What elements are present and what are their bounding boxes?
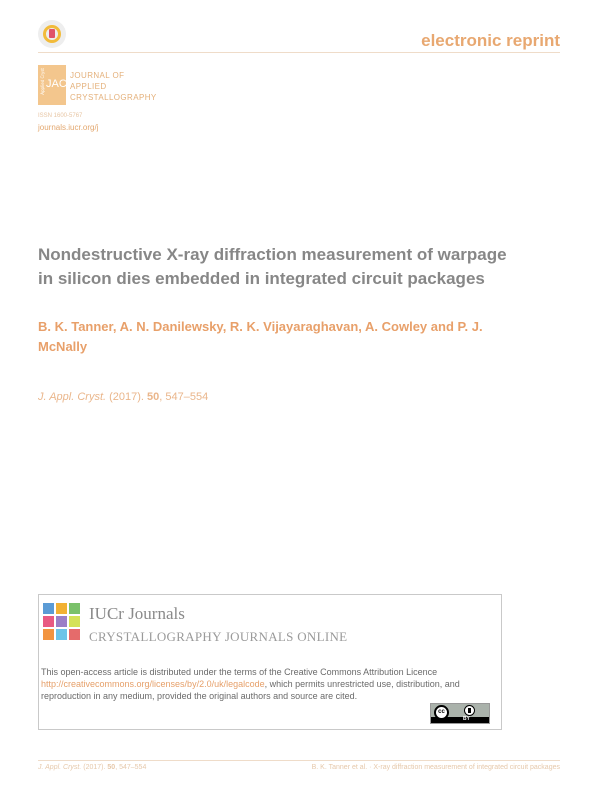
iucr-logo-square — [43, 616, 54, 627]
iucr-tagline: CRYSTALLOGRAPHY JOURNALS ONLINE — [89, 629, 348, 644]
iucr-logo-square — [69, 616, 80, 627]
journal-logo-box — [38, 65, 66, 105]
iucr-logo-square — [56, 616, 67, 627]
journal-name — [70, 70, 157, 103]
cc-icon: cc — [434, 705, 449, 720]
issn: ISSN 1600-5767 — [38, 113, 83, 119]
citation-journal: J. Appl. Cryst. — [38, 391, 107, 403]
footer-running-title: B. K. Tanner et al. · X-ray diffraction measurement of integrated circuit packages — [311, 764, 560, 771]
iucr-logo-square — [56, 629, 67, 640]
iucr-logo-square — [56, 603, 67, 614]
iucr-logo-square — [43, 629, 54, 640]
footer-year: (2017). — [83, 764, 106, 771]
crossmark-icon[interactable] — [38, 20, 66, 48]
attribution-icon — [464, 705, 475, 716]
citation-year: (2017). — [109, 391, 144, 403]
footer-citation — [38, 764, 146, 771]
header-divider — [38, 52, 560, 53]
footer-volume: 50 — [107, 764, 116, 771]
journal-name-line3: CRYSTALLOGRAPHY — [70, 93, 157, 102]
citation-pages: , 547–554 — [159, 391, 209, 403]
crossmark-bar — [49, 29, 55, 38]
journal-logo-vertical-text: Applied Cryst — [40, 68, 45, 95]
footer-pages: , 547–554 — [115, 764, 147, 771]
electronic-reprint-label: electronic reprint — [421, 31, 560, 50]
cc-by-label: BY — [463, 716, 470, 722]
licence-text — [41, 666, 497, 702]
iucr-journals-box — [38, 594, 502, 730]
journal-website-link[interactable]: journals.iucr.org/j — [38, 123, 99, 132]
iucr-logo-square — [69, 603, 80, 614]
citation-volume: 50 — [147, 391, 160, 403]
article-authors: B. K. Tanner, A. N. Danilewsky, R. K. Vijayaraghavan, A. Cowley and P. J. McNally — [38, 319, 483, 354]
iucr-logo-square — [69, 629, 80, 640]
licence-link[interactable]: http://creativecommons.org/licenses/by/2.0/uk/legalcode — [41, 679, 265, 689]
licence-text-pre: This open-access article is distributed under the terms of the Creative Commons Attribution Licence — [41, 667, 438, 677]
journal-logo-abbrev: JAC — [46, 78, 67, 90]
footer-divider — [38, 760, 560, 761]
iucr-logo-grid — [43, 603, 83, 643]
iucr-journals-title: IUCr Journals — [89, 604, 185, 623]
article-citation[interactable] — [38, 391, 208, 403]
journal-name-line2: APPLIED — [70, 82, 107, 91]
article-title: Nondestructive X-ray diffraction measurement of warpage in silicon dies embedded in integrated circuit packages — [38, 245, 507, 288]
journal-name-line1: JOURNAL OF — [70, 71, 125, 80]
cc-by-badge[interactable] — [430, 703, 490, 724]
licence-text-post: , which permits unrestricted use, distribution, and reproduction in any medium, provided the original authors and source are cited. — [41, 679, 460, 701]
iucr-logo-square — [43, 603, 54, 614]
footer-journal: J. Appl. Cryst. — [38, 764, 82, 771]
